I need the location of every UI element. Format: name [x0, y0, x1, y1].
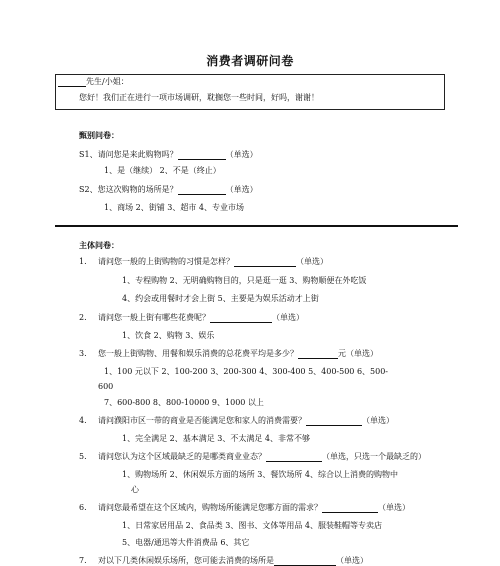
- q3-number: 3.: [79, 349, 87, 358]
- salutation-line: [58, 77, 129, 87]
- q3-answer-blank[interactable]: [298, 350, 338, 359]
- q3-unit: 元（单选）: [338, 349, 378, 358]
- q4-type: （单选）: [362, 416, 394, 425]
- q6-answer-blank[interactable]: [322, 504, 378, 513]
- q2-question-text: 请问您一般上街有哪些花费呢？: [98, 313, 210, 322]
- q6-options-1: 1、日常家居用品 2、食品类 3、图书、文体等用品 4、服装鞋帽等专卖店: [122, 521, 382, 530]
- q5-question-text: 请问您认为这个区域最缺乏的是哪类商业业态？: [98, 452, 266, 461]
- q5-options-1-cont: 心: [131, 485, 139, 494]
- s1-question: [79, 150, 258, 160]
- q4-question-text: 请问濮阳市区一带的商业是否能满足您和家人的消费需要？: [98, 416, 306, 425]
- s2-options: 1、商场 2、街铺 3、超市 4、专业市场: [104, 203, 244, 212]
- s2-type: （单选）: [225, 185, 258, 194]
- q5-options-1: 1、购物场所 2、休闲娱乐方面的场所 3、餐饮场所 4、综合以上消费的购物中: [122, 470, 398, 479]
- main-header: 主体问卷：: [79, 240, 119, 250]
- s2-answer-blank[interactable]: [178, 186, 226, 195]
- q4-question: [98, 416, 394, 426]
- q6-question: [98, 503, 410, 513]
- q2-answer-blank[interactable]: [210, 314, 272, 323]
- q2-number: 2.: [79, 313, 87, 322]
- q1-question: [98, 257, 328, 267]
- q7-question-text: 对以下几类休闲娱乐场所，您可能去消费的场所是: [98, 556, 274, 565]
- q3-options-1: 1、100 元以下 2、100-200 3、200-300 4、300-400 5、400-500 6、500-: [104, 367, 389, 376]
- q1-answer-blank[interactable]: [234, 258, 296, 267]
- page-title: 消费者调研问卷: [206, 54, 294, 68]
- salutation-text: 先生/小姐：: [86, 77, 129, 86]
- q7-question: [98, 556, 368, 566]
- q1-options-2: 4、约会或用餐时才会上街 5、主要是为娱乐活动才上街: [122, 294, 319, 303]
- s1-options: 1、是（继续） 2、不是（终止）: [104, 166, 221, 175]
- s1-type: （单选）: [225, 150, 258, 159]
- section-divider: [55, 225, 458, 227]
- s2-question: [79, 185, 258, 195]
- q5-question: [98, 452, 426, 462]
- q6-question-text: 请问您最希望在这个区域内，购物场所能满足您哪方面的需求？: [98, 503, 322, 512]
- q7-answer-blank[interactable]: [274, 557, 336, 566]
- q2-options: 1、饮食 2、购物 3、娱乐: [122, 331, 215, 340]
- q6-options-2: 5、电器/通迅等大件消费品 6、其它: [122, 538, 250, 547]
- q3-options-2: 7、600-800 8、800-10000 9、1000 以上: [104, 398, 264, 407]
- q4-number: 4.: [79, 416, 87, 425]
- screening-header: 甄别问卷：: [79, 130, 119, 140]
- s1-question-text: S1、请问您是来此购物吗？: [79, 150, 178, 159]
- q1-options-1: 1、专程购物 2、无明确购物目的，只是逛一逛 3、购物顺便在外吃饭: [122, 276, 367, 285]
- q4-options: 1、完全满足 2、基本满足 3、不太满足 4、非常不够: [122, 434, 310, 443]
- q4-answer-blank[interactable]: [306, 417, 362, 426]
- q2-type: （单选）: [272, 313, 304, 322]
- q5-answer-blank[interactable]: [266, 453, 322, 462]
- q5-number: 5.: [79, 452, 87, 461]
- q1-type: （单选）: [296, 257, 328, 266]
- q7-type: （单选）: [336, 556, 368, 565]
- q5-type: （单选，只选一个最缺乏的）: [322, 452, 426, 461]
- q1-number: 1.: [79, 257, 87, 266]
- q2-question: [98, 313, 304, 323]
- q3-options-1-cont: 600: [98, 382, 114, 391]
- q7-number: 7.: [79, 556, 87, 565]
- q3-question: [98, 349, 378, 359]
- name-blank[interactable]: [58, 78, 86, 87]
- s2-question-text: S2、您这次购物的场所是？: [79, 185, 178, 194]
- q3-question-text: 您一般上街购物、用餐和娱乐消费的总花费平均是多少？: [98, 349, 298, 358]
- q6-number: 6.: [79, 503, 87, 512]
- greeting-text: 您好！我们正在进行一项市场调研，耽搁您一些时间，好吗，谢谢！: [79, 93, 319, 102]
- q6-type: （单选）: [378, 503, 410, 512]
- q1-question-text: 请问您一般的上街购物的习惯是怎样？: [98, 257, 234, 266]
- s1-answer-blank[interactable]: [178, 151, 226, 160]
